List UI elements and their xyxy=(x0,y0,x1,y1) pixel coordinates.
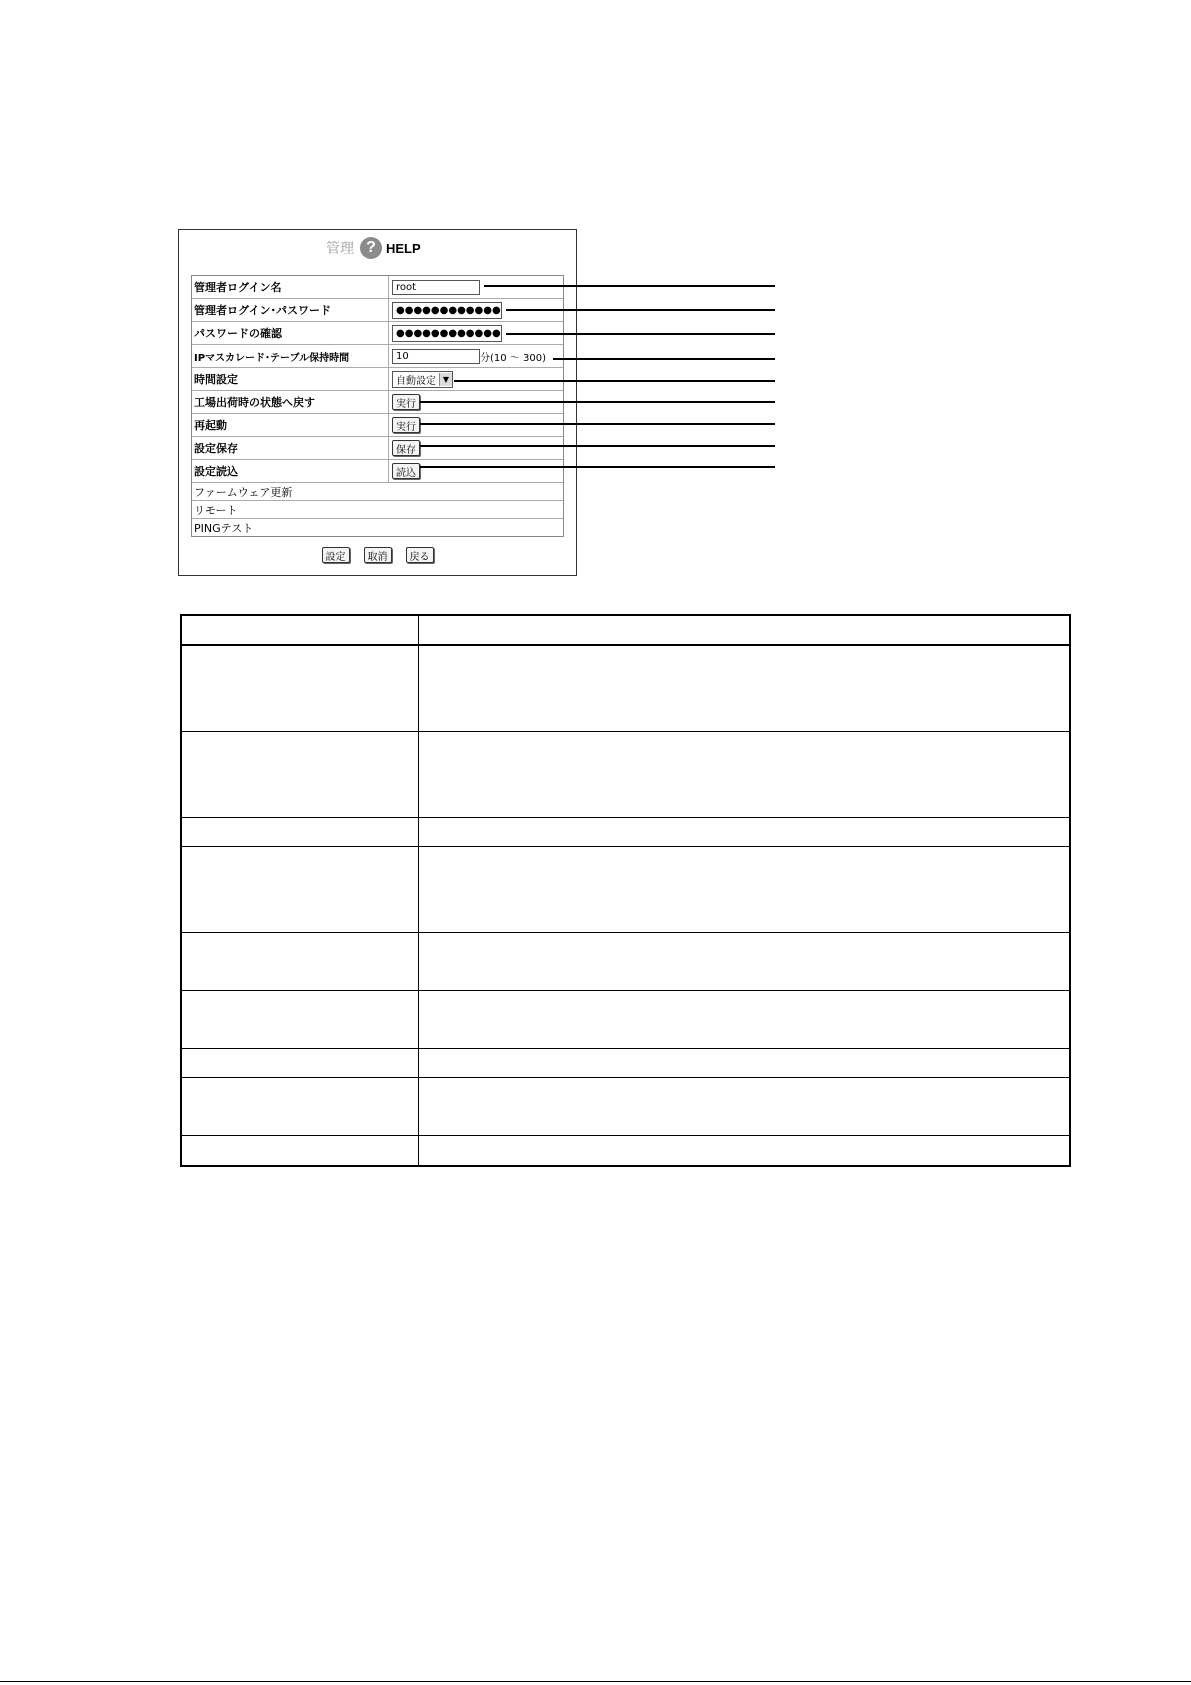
link-ping-test[interactable] xyxy=(192,519,563,536)
leader-line-8 xyxy=(420,445,775,447)
row-load-config xyxy=(192,460,563,483)
leader-line-1 xyxy=(484,285,775,287)
admin-password-input[interactable]: ●●●●●●●●●●●● xyxy=(392,302,502,319)
password-confirm-input[interactable]: ●●●●●●●●●●●● xyxy=(392,325,502,342)
help-icon[interactable]: ? xyxy=(360,237,382,259)
settings-form xyxy=(191,275,564,537)
header-cell-description xyxy=(419,616,1069,644)
leader-line-2 xyxy=(506,309,775,311)
save-config-button[interactable]: 保存 xyxy=(392,440,420,456)
label-factory-reset: 工場出荷時の状態へ戻す xyxy=(192,391,389,413)
leader-line-6 xyxy=(420,401,775,403)
link-firmware-update[interactable] xyxy=(192,483,563,501)
form-actions xyxy=(179,547,576,563)
table-row xyxy=(182,732,1069,818)
remote-label: リモート xyxy=(194,503,238,517)
table-row xyxy=(182,818,1069,847)
row-ip-masquerade xyxy=(192,345,563,368)
row-admin-login-name xyxy=(192,276,563,299)
description-table xyxy=(180,614,1071,1167)
row-save-config xyxy=(192,437,563,460)
ip-masquerade-range: 分(10 ～ 300) xyxy=(480,352,546,364)
leader-line-4 xyxy=(553,358,775,360)
table-row xyxy=(182,646,1069,732)
load-config-button[interactable]: 読込 xyxy=(392,463,420,479)
page-footer-rule xyxy=(0,1681,1191,1682)
label-time-setting: 時間設定 xyxy=(192,368,389,390)
table-row xyxy=(182,1049,1069,1078)
time-setting-value: 自動設定 xyxy=(396,375,436,387)
apply-button[interactable]: 設定 xyxy=(322,547,350,563)
table-row xyxy=(182,991,1069,1049)
link-remote[interactable] xyxy=(192,501,563,519)
label-password-confirm: パスワードの確認 xyxy=(192,322,389,344)
table-row xyxy=(182,1136,1069,1165)
ping-test-label: PINGテスト xyxy=(194,521,254,535)
admin-login-name-input[interactable]: root xyxy=(392,280,480,295)
leader-line-3 xyxy=(506,333,775,335)
leader-line-5 xyxy=(454,380,775,382)
back-button[interactable]: 戻る xyxy=(406,547,434,563)
leader-line-9 xyxy=(420,466,775,468)
label-reboot: 再起動 xyxy=(192,414,389,436)
label-save-config: 設定保存 xyxy=(192,437,389,459)
header-cell-item xyxy=(182,616,419,644)
table-row xyxy=(182,1078,1069,1136)
reboot-button[interactable]: 実行 xyxy=(392,417,420,433)
screen-header xyxy=(326,233,421,263)
label-load-config: 設定読込 xyxy=(192,460,389,482)
label-admin-login-name: 管理者ログイン名 xyxy=(192,276,389,298)
row-reboot xyxy=(192,414,563,437)
table-row xyxy=(182,847,1069,933)
description-table-header xyxy=(182,616,1069,646)
table-row xyxy=(182,933,1069,991)
time-setting-select[interactable] xyxy=(392,371,453,388)
leader-line-7 xyxy=(420,423,775,425)
help-link[interactable]: HELP xyxy=(386,240,421,256)
ip-masquerade-input[interactable]: 10 xyxy=(392,349,480,364)
chevron-down-icon: ▼ xyxy=(439,373,452,386)
firmware-update-label: ファームウェア更新 xyxy=(194,485,293,499)
label-ip-masquerade: IPマスカレード･テーブル保持時間 xyxy=(192,345,389,367)
factory-reset-button[interactable]: 実行 xyxy=(392,394,420,410)
label-admin-password: 管理者ログイン･パスワード xyxy=(192,299,389,321)
cancel-button[interactable]: 取消 xyxy=(364,547,392,563)
screen-title: 管理 xyxy=(326,241,354,257)
